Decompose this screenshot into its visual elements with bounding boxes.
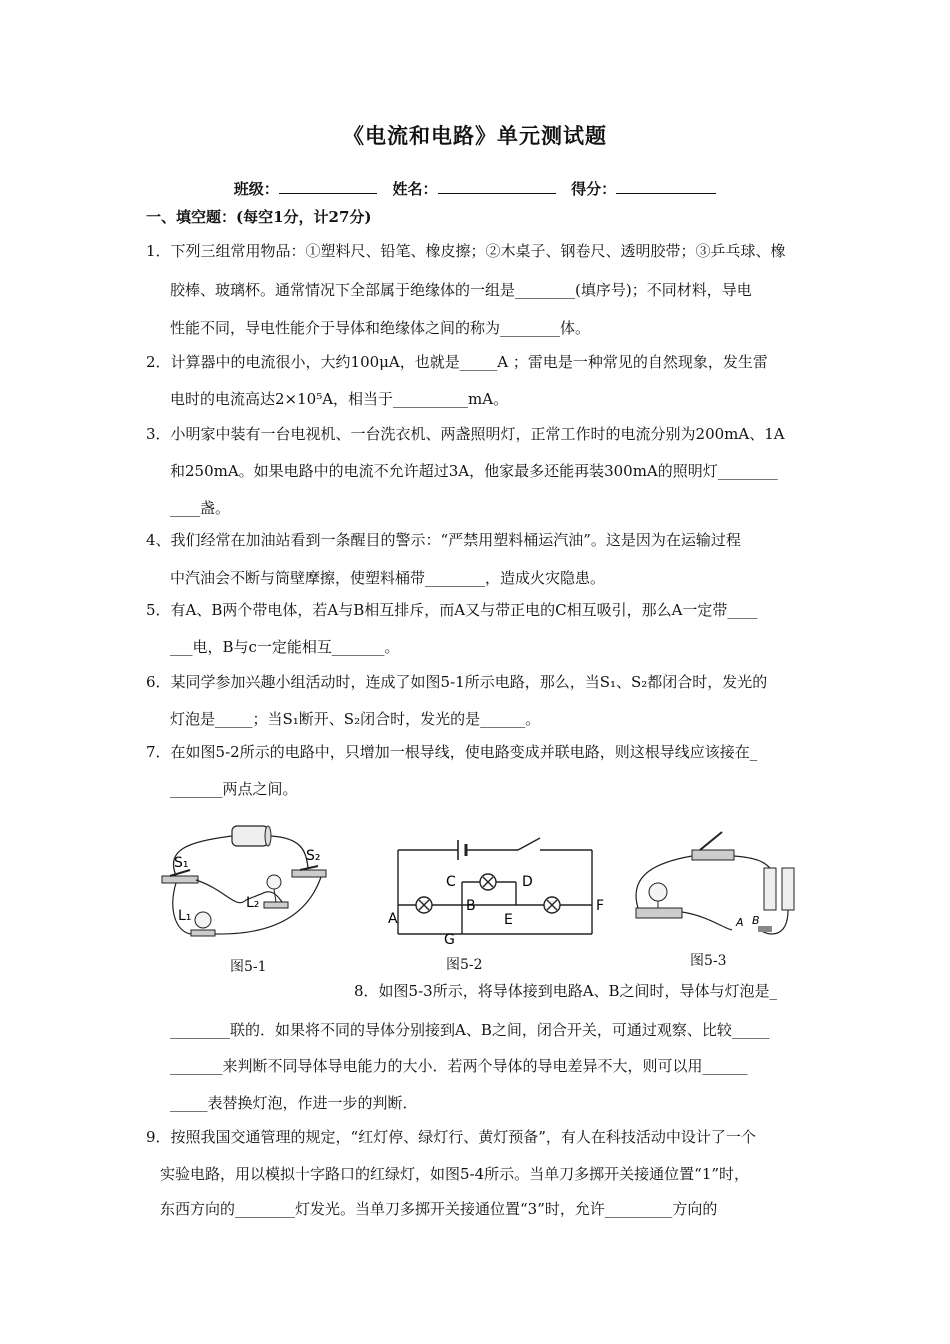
question-1-line-2: 胶棒、玻璃杯。通常情况下全部属于绝缘体的一组是________(填序号)；不同材料，导电 [170,281,752,299]
question-6-line-2: 灯泡是_____；当S₁断开、S₂闭合时，发光的是______。 [170,710,541,728]
question-8-line-2: ________联的．如果将不同的导体分别接到A、B之间，闭合开关，可通过观察、比较_____ [170,1021,770,1039]
label-f: F [596,898,605,914]
label-l2: L₂ [246,895,260,911]
section-heading-fill-blank: 一、填空题：(每空1分，计27分) [146,208,372,226]
question-8-line-1: 8．如图5-3所示，将导体接到电路A、B之间时，导体与灯泡是_ [354,982,778,1000]
label-b: B [466,898,476,914]
label-s2: S₂ [306,848,321,864]
question-9-line-1: 9．按照我国交通管理的规定，“红灯停、绿灯行、黄灯预备”，有人在科技活动中设计了一个 [146,1128,756,1146]
student-info-row [0,178,950,199]
question-2-line-2: 电时的电流高达2×10⁵A，相当于__________mA。 [170,390,509,408]
question-5-line-1: 5．有A、B两个带电体，若A与B相互排斥，而A又与带正电的C相互吸引，那么A一定带____ [146,601,758,619]
label-g: G [444,932,455,948]
question-3-line-3: ____盏。 [170,499,231,517]
figure-5-3-circuit [628,824,806,950]
question-8-line-3: _______来判断不同导体导电能力的大小．若两个导体的导电差异不大，则可以用______ [170,1057,748,1075]
question-4-line-1: 4、我们经常在加油站看到一条醒目的警示：“严禁用塑料桶运汽油”。这是因为在运输过程 [146,531,741,549]
question-7-line-2: _______两点之间。 [170,780,298,798]
label-e: E [504,912,513,928]
question-9-line-3: 东西方向的________灯发光。当单刀多掷开关接通位置“3”时，允许_________方向的 [160,1200,718,1218]
question-2-line-1: 2．计算器中的电流很小，大约100μA，也就是_____A ；雷电是一种常见的自然现象，发生雷 [146,353,768,371]
question-3-line-2: 和250mA。如果电路中的电流不允许超过3A，他家最多还能再装300mA的照明灯________ [170,462,778,480]
question-8-line-4: _____表替换灯泡，作进一步的判断． [170,1094,418,1112]
figure-5-3-caption: 图5-3 [690,953,727,969]
class-label: 班级： [233,180,279,198]
figure-5-2-caption: 图5-2 [446,957,483,973]
label-b3: B [752,914,760,927]
figure-5-1-circuit [156,820,346,950]
figure-5-2-circuit [382,830,612,955]
question-5-line-2: ___电，B与c一定能相互_______。 [170,638,400,656]
question-7-line-1: 7．在如图5-2所示的电路中，只增加一根导线，使电路变成并联电路，则这根导线应该接在_ [146,743,758,761]
label-d: D [522,874,533,890]
question-6-line-1: 6．某同学参加兴趣小组活动时，连成了如图5-1所示电路，那么，当S₁、S₂都闭合时，发光的 [146,673,768,691]
label-a: A [388,911,398,927]
label-l1: L₁ [178,908,192,924]
question-1-line-1: 1．下列三组常用物品：①塑料尺、铅笔、橡皮擦；②木桌子、钢卷尺、透明胶带；③乒乓球、橡 [146,242,786,260]
score-label: 得分： [571,180,617,198]
question-3-line-1: 3．小明家中装有一台电视机、一台洗衣机、两盏照明灯，正常工作时的电流分别为200mA、1A [146,425,785,443]
page-title: 《电流和电路》单元测试题 [343,123,607,148]
question-1-line-3: 性能不同，导电性能介于导体和绝缘体之间的称为________体。 [170,319,591,337]
score-blank[interactable] [616,178,716,194]
name-label: 姓名： [392,180,438,198]
question-4-line-2: 中汽油会不断与筒壁摩擦，使塑料桶带________，造成火灾隐患。 [170,569,606,587]
label-c: C [446,874,456,890]
figure-5-1-caption: 图5-1 [230,959,267,975]
class-blank[interactable] [279,178,377,194]
question-9-line-2: 实验电路，用以模拟十字路口的红绿灯，如图5-4所示。当单刀多掷开关接通位置“1”时， [160,1165,750,1183]
label-s1: S₁ [174,855,189,871]
label-a3: A [736,916,744,929]
name-blank[interactable] [438,178,556,194]
